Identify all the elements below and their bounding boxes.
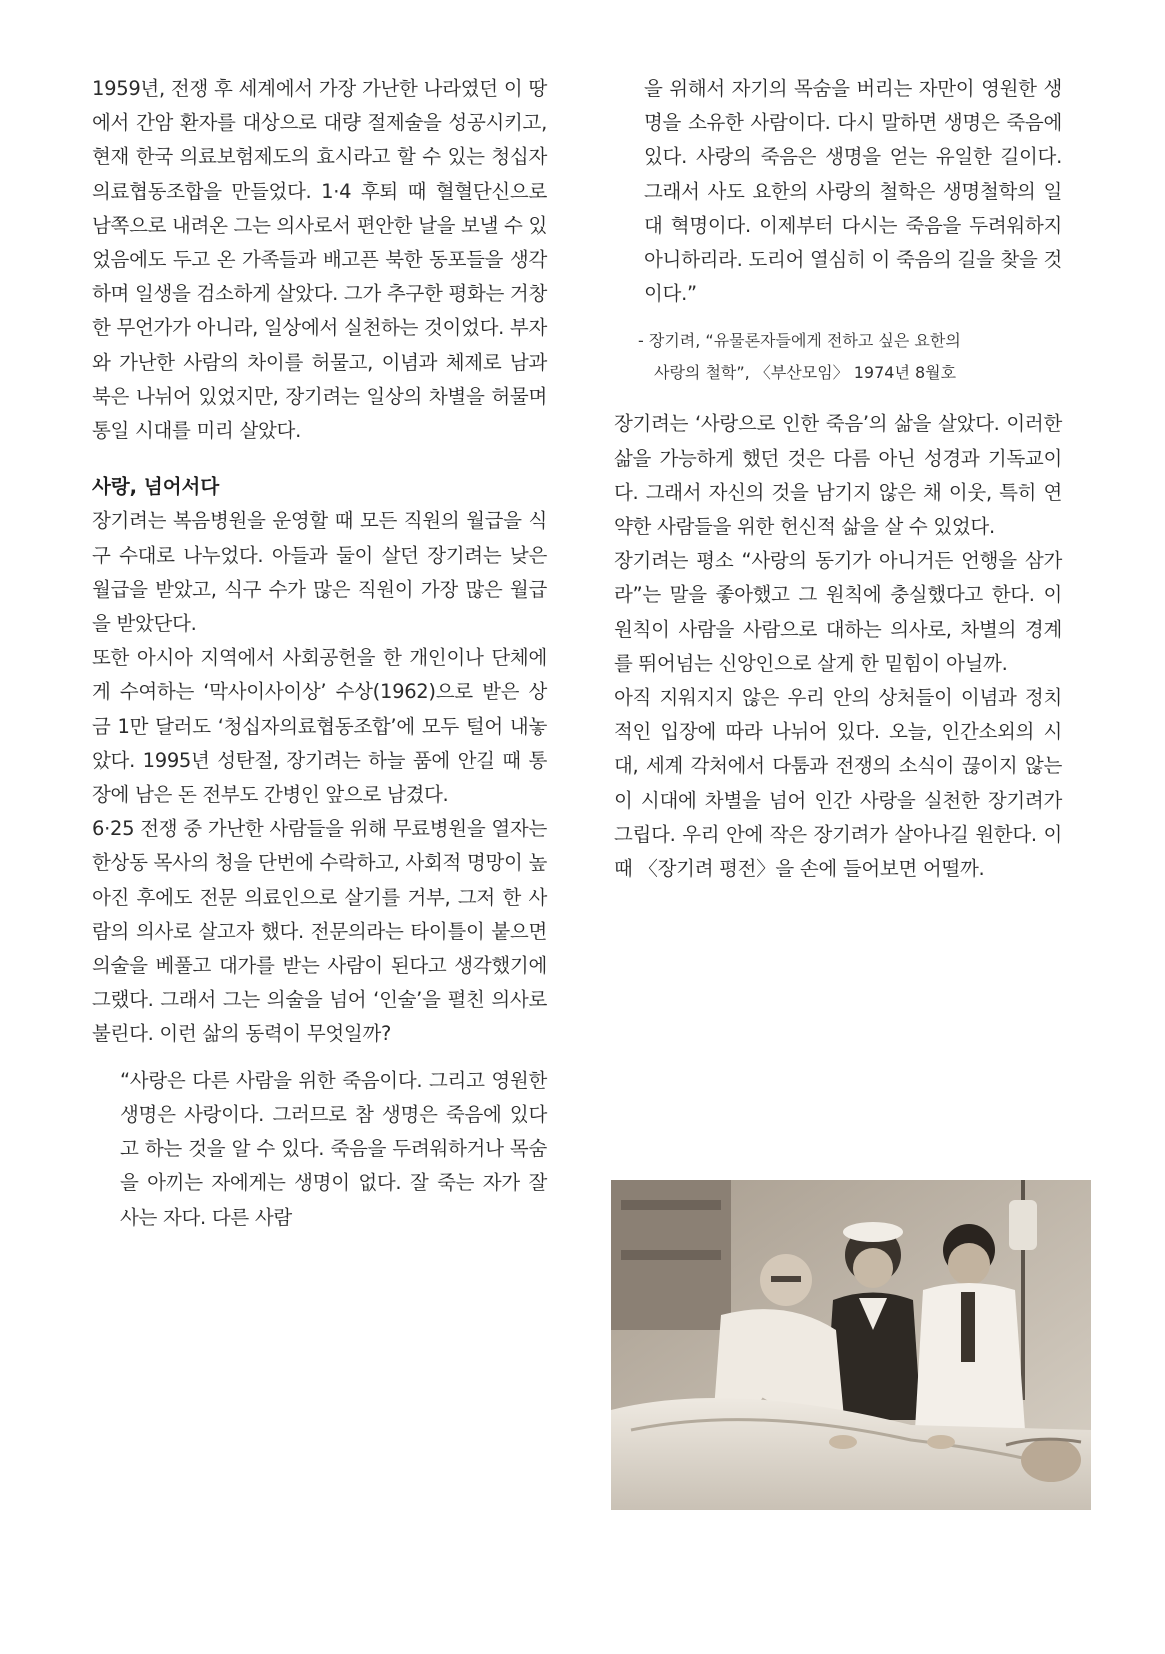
citation-line-2: 사랑의 철학”, 〈부산모임〉 1974년 8월호: [654, 363, 957, 383]
historical-photo: [611, 1180, 1091, 1510]
section-heading: 사랑, 넘어서다: [92, 475, 220, 499]
right-column: [614, 72, 1062, 886]
quote-end: 을 위해서 자기의 목숨을 버리는 자만이 영원한 생명을 소유한 사람이다. 다시 말하면 생명은 죽음에 있다. 사랑의 죽음은 생명을 얻는 유일한 길이다. 그래서 사도 요한의 사랑의 철학은 생명철학의 일대 혁명이다. 이제부터 다시는 죽음을 두려워하지 아니하리라. 도리어 열심히 이 죽음의 길을 찾을 것이다.”: [644, 77, 1062, 306]
citation-line-1: - 장기려, “유물론자들에게 전하고 싶은 요한의: [638, 331, 961, 351]
quote-start: “사랑은 다른 사람을 위한 죽음이다. 그리고 영원한 생명은 사랑이다. 그러므로 참 생명은 죽음에 있다고 하는 것을 알 수 있다. 죽음을 두려워하거나 목숨을 아끼는 자에게는 생명이 없다. 잘 죽는 자가 잘 사는 자다. 다른 사람: [120, 1068, 547, 1229]
photo-illustration: [611, 1180, 1091, 1510]
left-column: [92, 72, 547, 1235]
body-paragraph-3: 6·25 전쟁 중 가난한 사람들을 위해 무료병원을 열자는 한상동 목사의 청을 단번에 수락하고, 사회적 명망이 높아진 후에도 전문 의료인으로 살기를 거부, 그저 한 사람의 의사로 살고자 했다. 전문의라는 타이틀이 붙으면 의술을 베풀고 대가를 받는 사람이 된다고 생각했기에 그랬다. 그래서 그는 의술을 넘어 ‘인술’을 펼친 의사로 불린다. 이런 삶의 동력이 무엇일까?: [92, 817, 548, 1046]
body-paragraph-5: 장기려는 평소 “사랑의 동기가 아니거든 언행을 삼가라”는 말을 좋아했고 그 원칙에 충실했다고 한다. 이 원칙이 사람을 사람으로 대하는 의사로, 차별의 경계를 뛰어넘는 신앙인으로 살게 한 밑힘이 아닐까.: [614, 549, 1062, 675]
body-paragraph-6: 아직 지워지지 않은 우리 안의 상처들이 이념과 정치적인 입장에 따라 나뉘어 있다. 오늘, 인간소외의 시대, 세계 각처에서 다툼과 전쟁의 소식이 끊이지 않는 이 시대에 차별을 넘어 인간 사랑을 실천한 장기려가 그립다. 우리 안에 작은 장기려가 살아나길 원한다. 이 때 〈장기려 평전〉을 손에 들어보면 어떨까.: [614, 686, 1062, 881]
body-paragraph-1: 장기려는 복음병원을 운영할 때 모든 직원의 월급을 식구 수대로 나누었다. 아들과 둘이 살던 장기려는 낮은 월급을 받았고, 식구 수가 많은 직원이 가장 많은 월급을 받았단다.: [92, 509, 547, 636]
citation: [638, 325, 1062, 389]
intro-paragraph: 1959년, 전쟁 후 세계에서 가장 가난한 나라였던 이 땅에서 간암 환자를 대상으로 대량 절제술을 성공시키고, 현재 한국 의료보험제도의 효시라고 할 수 있는 청십자의료협동조합을 만들었다. 1·4 후퇴 때 혈혈단신으로 남쪽으로 내려온 그는 의사로서 편안한 날을 보낼 수 있었음에도 두고 온 가족들과 배고픈 북한 동포들을 생각하며 일생을 검소하게 살았다. 그가 추구한 평화는 거창한 무언가가 아니라, 일상에서 실천하는 것이었다. 부자와 가난한 사람의 차이를 허물고, 이념과 체제로 남과 북은 나뉘어 있었지만, 장기려는 일상의 차별을 허물며 통일 시대를 미리 살았다.: [92, 77, 548, 443]
body-paragraph-2: 또한 아시아 지역에서 사회공헌을 한 개인이나 단체에게 수여하는 ‘막사이사이상’ 수상(1962)으로 받은 상금 1만 달러도 ‘청십자의료협동조합’에 모두 털어 내놓았다. 1995년 성탄절, 장기려는 하늘 품에 안길 때 통장에 남은 돈 전부도 간병인 앞으로 남겼다.: [92, 646, 547, 807]
body-paragraph-4: 장기려는 ‘사랑으로 인한 죽음’의 삶을 살았다. 이러한 삶을 가능하게 했던 것은 다름 아닌 성경과 기독교이다. 그래서 자신의 것을 남기지 않은 채 이웃, 특히 연약한 사람들을 위한 헌신적 삶을 살 수 있었다.: [614, 412, 1062, 539]
